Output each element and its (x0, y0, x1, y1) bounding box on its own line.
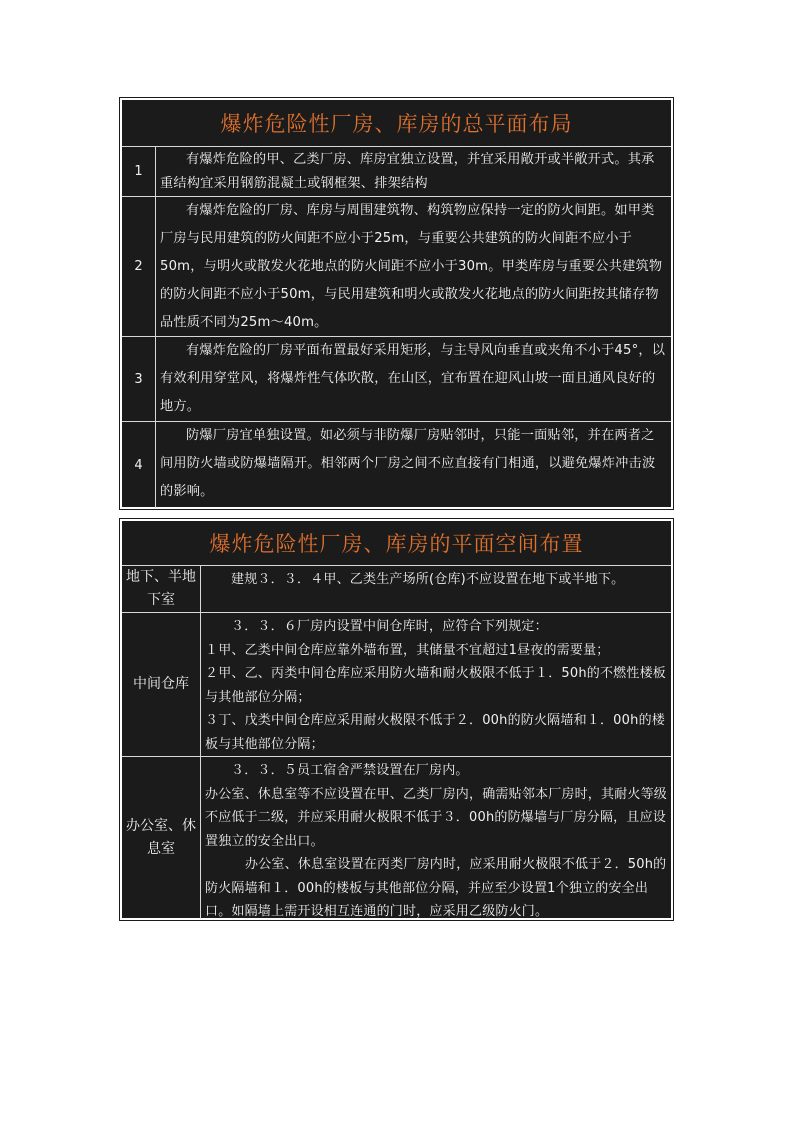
row-number: 2 (122, 197, 156, 336)
text-line: １甲、乙类中间仓库应靠外墙布置，其储量不宜超过1昼夜的需要量； (205, 642, 610, 658)
table-title: 爆炸危险性厂房、库房的平面空间布置 (122, 521, 671, 566)
text-line: ３．３．５员工宿舍严禁设置在厂房内。 (231, 763, 469, 778)
table-row (122, 197, 671, 337)
fire-layout-table-2 (120, 519, 673, 920)
row-number: 3 (122, 337, 156, 421)
table-row (122, 613, 671, 757)
row-text (201, 566, 671, 612)
row-number: 1 (122, 147, 156, 196)
row-text: 有爆炸危险的厂房、库房与周围建筑物、构筑物应保持一定的防火间距。如甲类厂房与民用建筑的防火间距不应小于25m，与重要公共建筑的防火间距不应小于50m，与明火或散发火花地点的防火间距不应小于30m。甲类库房与重要公共建筑物的防火间距不应小于50m，与民用建筑和明火或散发火花地点的防火间距按其储存物品性质不同为25m～40m。 (160, 203, 663, 330)
text-line: 建规３．３．４甲、乙类生产场所(仓库)不应设置在地下或半地下。 (231, 572, 625, 587)
row-text: 有爆炸危险的厂房平面布置最好采用矩形，与主导风向垂直或夹角不小于45°，以有效利用穿堂风，将爆炸性气体吹散，在山区，宜布置在迎风山坡一面且通风良好的地方。 (160, 343, 666, 414)
table-row (122, 337, 671, 422)
row-number: 4 (122, 422, 156, 508)
table-row (122, 757, 671, 919)
text-line: ２甲、乙、丙类中间仓库应采用防火墙和耐火极限不低于１．50h的不燃性楼板与其他部位分隔； (205, 666, 666, 705)
row-label: 办公室、休息室 (122, 757, 201, 919)
text-line: ３丁、戊类中间仓库应采用耐火极限不低于２．00h的防火隔墙和１．00h的楼板与其他部位分隔； (205, 713, 665, 752)
text-line: 办公室、休息室设置在丙类厂房内时，应采用耐火极限不低于２．50h的防火隔墙和１．00h的楼板与其他部位分隔，并应至少设置1个独立的安全出口。如隔墙上需开设相互连通的门时，应采用乙级防火门。 (205, 857, 667, 919)
row-text: 有爆炸危险的甲、乙类厂房、库房宜独立设置，并宜采用敞开或半敞开式。其承重结构宜采用钢筋混凝土或钢框架、排架结构 (160, 152, 655, 191)
text-line: 办公室、休息室等不应设置在甲、乙类厂房内，确需贴邻本厂房时，其耐火等级不应低于二级，并应采用耐火极限不低于３．00h的防爆墙与厂房分隔，且应设置独立的安全出口。 (205, 786, 668, 849)
table-row (122, 422, 671, 508)
row-label: 中间仓库 (122, 613, 201, 756)
row-label: 地下、半地下室 (122, 566, 201, 612)
text-line: ３．３．６厂房内设置中间仓库时，应符合下列规定： (231, 619, 548, 634)
row-text: 防爆厂房宜单独设置。如必须与非防爆厂房贴邻时，只能一面贴邻，并在两者之间用防火墙或防爆墙隔开。相邻两个厂房之间不应直接有门相通，以避免爆炸冲击波的影响。 (160, 428, 656, 499)
table-row (122, 566, 671, 613)
row-text (201, 757, 671, 919)
table-title: 爆炸危险性厂房、库房的总平面布局 (122, 100, 671, 147)
table-row (122, 147, 671, 197)
row-text (201, 613, 671, 756)
fire-layout-table-1 (120, 98, 673, 509)
